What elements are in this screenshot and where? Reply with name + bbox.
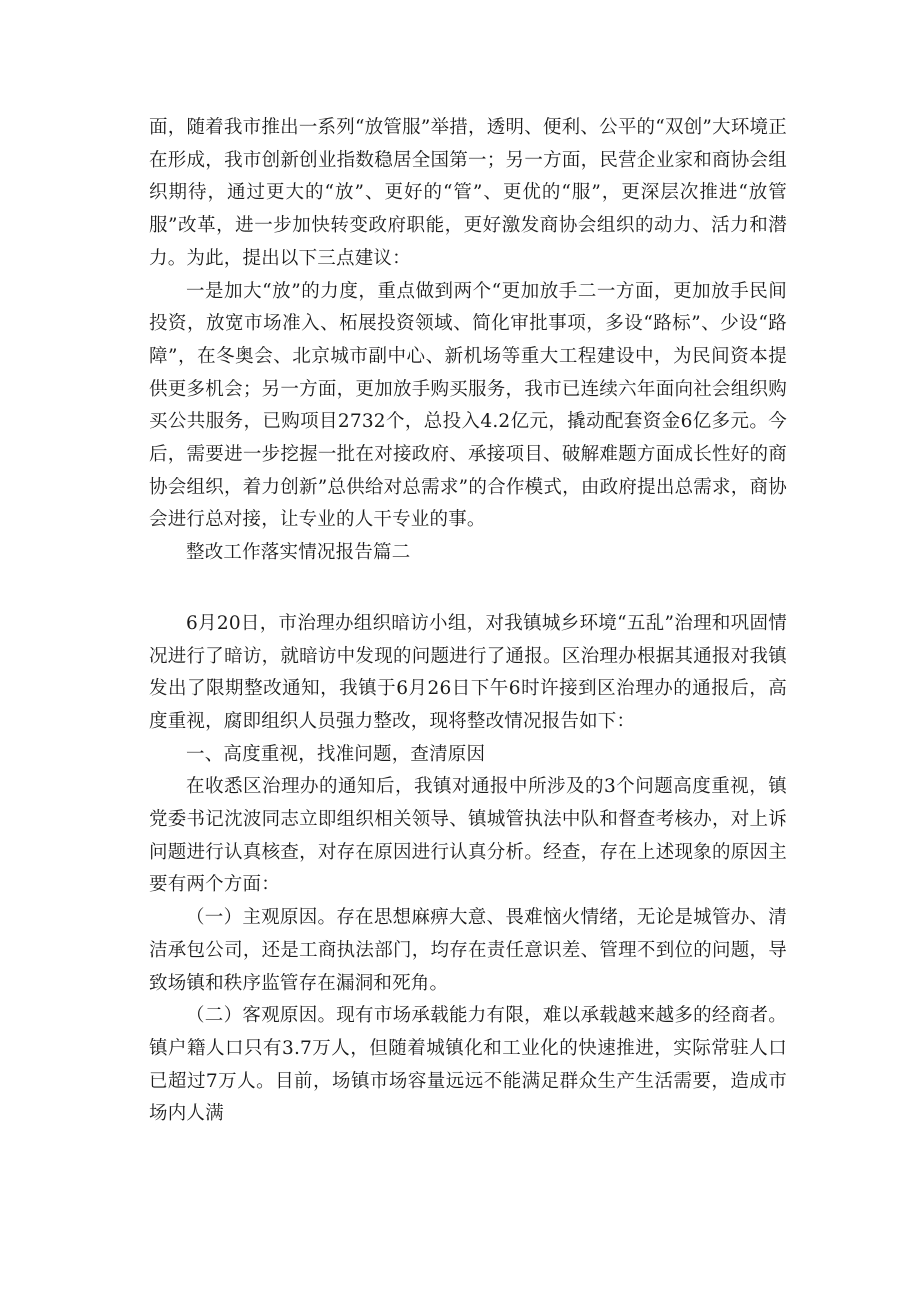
analysis-paragraph: 在收悉区治理办的通知后，我镇对通报中所涉及的3个问题高度重视，镇党委书记沈波同志立即组织相关领导、镇城管执法中队和督查考核办，对上诉问题进行认真核查，对存在原因进行认真分析。经查，存在上述现象的原因主要有两个方面： bbox=[149, 776, 787, 896]
document-body bbox=[149, 112, 787, 1131]
heading-one: 一、高度重视，找准问题，查清原因 bbox=[186, 743, 486, 765]
suggestion-paragraph: 一是加大“放”的力度，重点做到两个“更加放手二一方面，更加放手民间投资，放宽市场准入、柘展投资领域、简化审批事项，多设“路标”、少设“路障”，在冬奥会、北京城市副中心、新机场等重大工程建设中，为民间资本提供更多机会；另一方面，更加放手购买服务，我市已连续六年面向社会组织购买公共服务，已购项目2732个，总投入4.2亿元，撬动配套资金6亿多元。今后，需要进一步挖握一批在对接政府、承接项目、破解难题方面成长性好的商协会组织，着力创新”总供给对总需求”的合作模式，由政府提出总需求，商协会进行总对接，让专业的人干专业的事。 bbox=[149, 280, 787, 531]
objective-reason-paragraph: （二）客观原因。现有市场承载能力有限，难以承载越来越多的经商者。镇户籍人口只有3.7万人，但随着城镇化和工业化的快速推进，实际常驻人口已超过7万人。目前，场镇市场容量远远不能满足群众生产生活需要，造成市场内人满 bbox=[149, 1005, 787, 1125]
section-title: 整改工作落实情况报告篇二 bbox=[186, 542, 411, 564]
report-paragraph: 6月20日，市治理办组织暗访小组，对我镇城乡环境“五乱”治理和巩固情况进行了暗访，就暗访中发现的问题进行了通报。区治理办根据其通报对我镇发出了限期整改通知，我镇于6月26日下午6时许接到区治理办的通报后，高度重视，腐即组织人员强力整改，现将整改情况报告如下： bbox=[149, 612, 787, 732]
subjective-reason-paragraph: （一）主观原因。存在思想麻痹大意、畏难恼火情绪，无论是城管办、清洁承包公司，还是工商执法部门，均存在责任意识差、管理不到位的问题，导致场镇和秩序监管存在漏洞和死角。 bbox=[149, 907, 787, 994]
intro-paragraph: 面，随着我市推出一系列“放管服”举措，透明、便利、公平的“双创”大环境正在形成，我市创新创业指数稳居全国第一；另一方面，民营企业家和商协会组织期待，通过更大的“放”、更好的“管”、更优的“服”，更深层次推进“放管服”改革，进一步加快转变政府职能，更好激发商协会组织的动力、活力和潜力。为此，提出以下三点建议： bbox=[149, 117, 787, 269]
